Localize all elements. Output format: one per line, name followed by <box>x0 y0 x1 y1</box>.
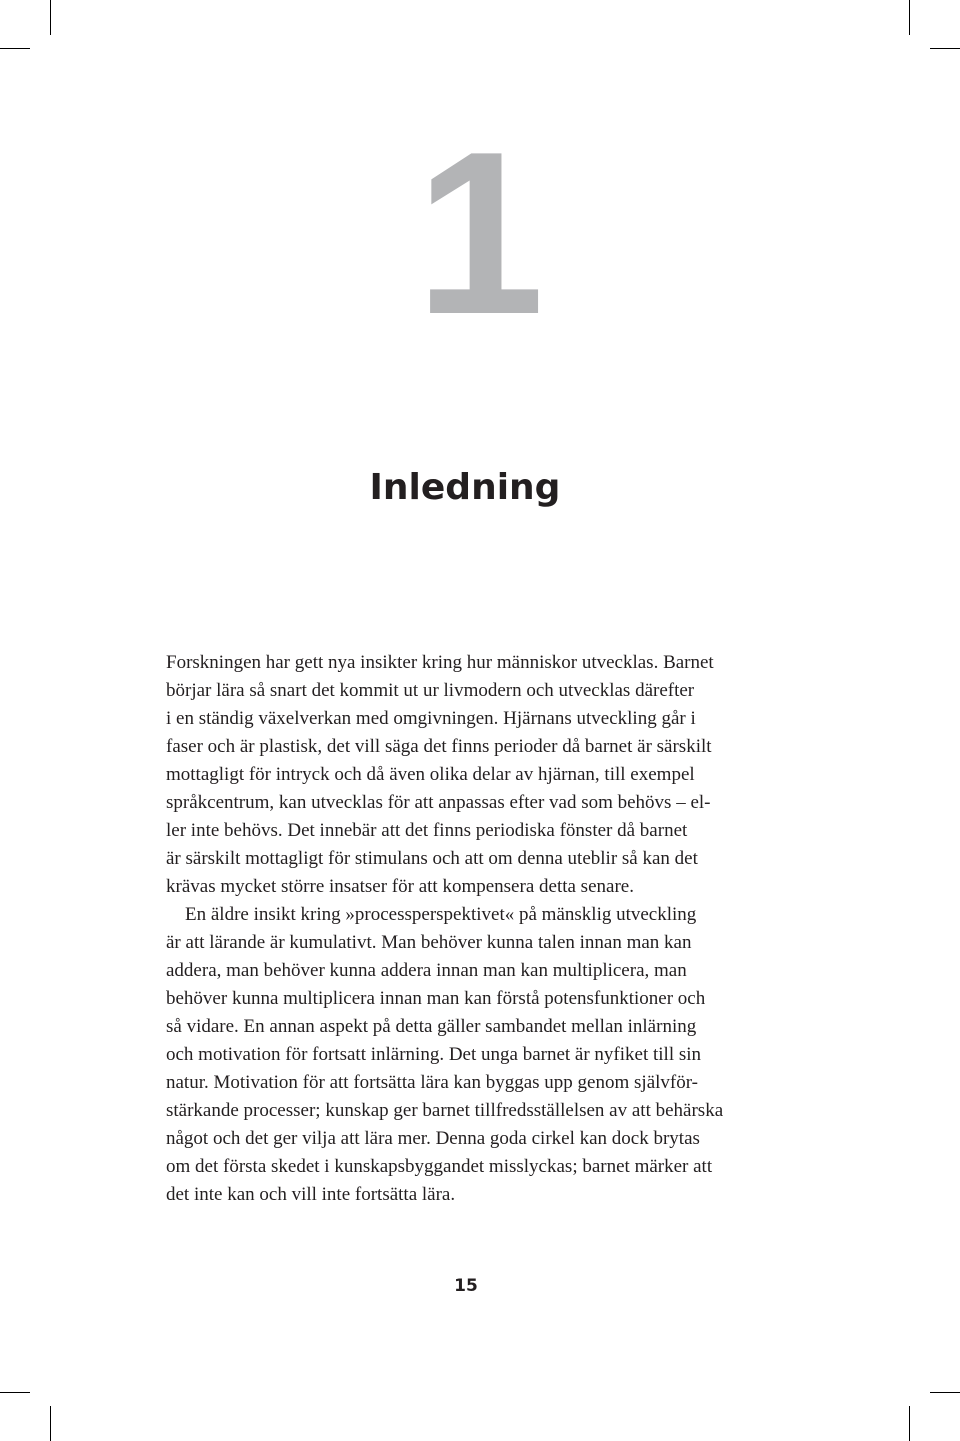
body-line: är att lärande är kumulativt. Man behöver kunna talen innan man kan <box>166 932 692 953</box>
body-line: något och det ger vilja att lära mer. Denna goda cirkel kan dock brytas <box>166 1128 700 1149</box>
body-line: faser och är plastisk, det vill säga det finns perioder då barnet är särskilt <box>166 736 712 757</box>
body-line: stärkande processer; kunskap ger barnet tillfredsställelsen av att behärska <box>166 1100 724 1121</box>
body-line: Forskningen har gett nya insikter kring hur människor utvecklas. Barnet <box>166 652 714 673</box>
body-line: ler inte behövs. Det innebär att det finns periodiska fönster då barnet <box>166 820 688 841</box>
body-line: om det första skedet i kunskapsbyggandet misslyckas; barnet märker att <box>166 1156 713 1177</box>
crop-mark-bottom-right-vertical <box>909 1406 910 1441</box>
crop-mark-bottom-left-vertical <box>50 1406 51 1441</box>
body-line: natur. Motivation för att fortsätta lära kan byggas upp genom självför- <box>166 1072 699 1093</box>
crop-mark-top-right-horizontal <box>930 48 960 49</box>
body-line: är särskilt mottagligt för stimulans och att om denna uteblir så kan det <box>166 848 698 869</box>
body-line: addera, man behöver kunna addera innan man kan multiplicera, man <box>166 960 687 981</box>
page-number: 15 <box>454 1276 478 1296</box>
body-line: En äldre insikt kring »processperspektivet« på mänsklig utveckling <box>166 904 697 925</box>
body-line: börjar lära så snart det kommit ut ur livmodern och utvecklas därefter <box>166 680 695 701</box>
body-line: och motivation för fortsatt inlärning. Det unga barnet är nyfiket till sin <box>166 1044 702 1065</box>
body-line: krävas mycket större insatser för att kompensera detta senare. <box>166 876 634 897</box>
chapter-number: 1 <box>415 104 545 363</box>
body-text <box>166 649 764 1209</box>
body-line: i en ständig växelverkan med omgivningen. Hjärnans utveckling går i <box>166 708 696 729</box>
body-line: det inte kan och vill inte fortsätta lära. <box>166 1184 456 1205</box>
body-line: behöver kunna multiplicera innan man kan förstå potensfunktioner och <box>166 988 706 1009</box>
crop-mark-top-left-horizontal <box>0 48 30 49</box>
body-line: så vidare. En annan aspekt på detta gäller sambandet mellan inlärning <box>166 1016 697 1037</box>
crop-mark-top-left-vertical <box>50 0 51 35</box>
chapter-title: Inledning <box>369 467 561 508</box>
crop-mark-top-right-vertical <box>909 0 910 35</box>
crop-mark-bottom-right-horizontal <box>930 1392 960 1393</box>
body-line: språkcentrum, kan utvecklas för att anpassas efter vad som behövs – el- <box>166 792 711 813</box>
crop-mark-bottom-left-horizontal <box>0 1392 30 1393</box>
body-line: mottagligt för intryck och då även olika delar av hjärnan, till exempel <box>166 764 695 785</box>
